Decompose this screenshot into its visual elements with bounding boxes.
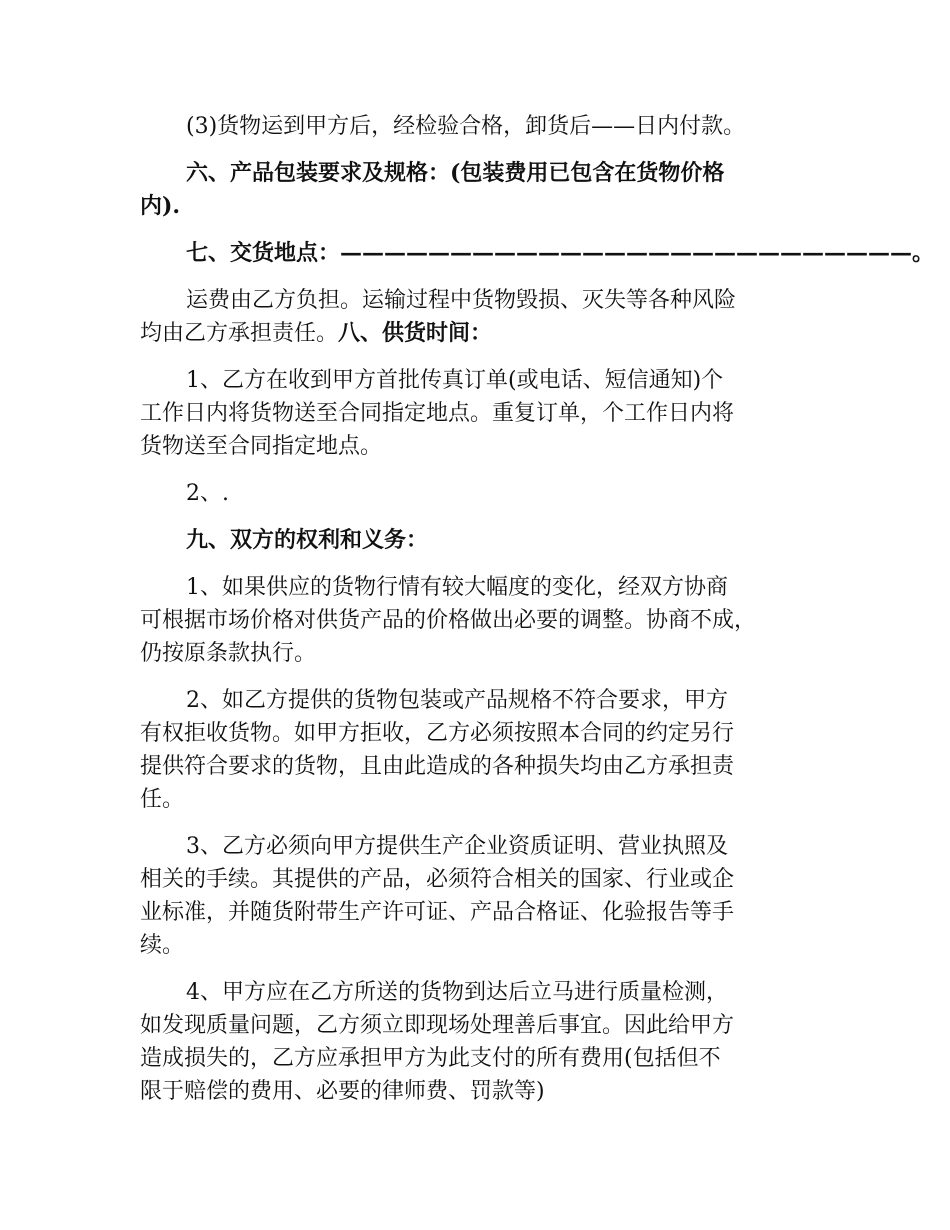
section-eight-heading: 八、供货时间： [338,320,493,346]
text-line: 七、交货地点：——————————————————————————。 [186,240,935,266]
text-line: 续。 [140,933,185,958]
text-line [140,317,830,350]
text-line: 2、. [186,481,229,506]
text-line: 任。 [140,787,185,812]
text-line: 4、甲方应在乙方所送的货物到达后立马进行质量检测， [186,980,728,1005]
payment-term-paragraph [140,110,830,143]
text-line: 有权拒收货物。如甲方拒收，乙方必须按照本合同的约定另行 [140,721,735,746]
section-six-heading [140,157,830,223]
text-line: (3)货物运到甲方后，经检验合格，卸货后——日内付款。 [186,114,746,139]
text-span: 均由乙方承担责任。 [140,321,339,346]
text-line: 内). [140,193,181,219]
text-line: 2、如乙方提供的货物包装或产品规格不符合要求，甲方 [186,688,728,713]
text-line: 九、双方的权利和义务： [186,527,429,553]
section-seven-heading [140,237,935,270]
text-line: 货物送至合同指定地点。 [140,434,383,459]
rights-clause-1 [140,571,830,670]
text-line: 相关的手续。其提供的产品，必须符合相关的国家、行业或企 [140,867,735,892]
rights-clause-2 [140,684,830,816]
supply-time-clause-2 [140,477,830,510]
text-line: 1、乙方在收到甲方首批传真订单(或电话、短信通知)个 [186,368,724,393]
text-line: 工作日内将货物送至合同指定地点。重复订单，个工作日内将 [140,401,735,426]
text-line: 3、乙方必须向甲方提供生产企业资质证明、营业执照及 [186,834,728,859]
freight-paragraph [140,284,830,350]
text-line: 仍按原条款执行。 [140,641,317,666]
rights-clause-3 [140,830,830,962]
text-line: 六、产品包装要求及规格：(包装费用已包含在货物价格 [186,160,725,186]
section-nine-heading [140,524,830,557]
text-line: 限于赔偿的费用、必要的律师费、罚款等) [140,1079,545,1104]
text-line: 可根据市场价格对供货产品的价格做出必要的调整。协商不成， [140,608,757,633]
text-line: 造成损失的，乙方应承担甲方为此支付的所有费用(包括但不 [140,1046,721,1071]
text-line: 提供符合要求的货物，且由此造成的各种损失均由乙方承担责 [140,754,735,779]
text-line: 业标准，并随货附带生产许可证、产品合格证、化验报告等手 [140,900,735,925]
supply-time-clause-1 [140,364,830,463]
rights-clause-4 [140,976,830,1108]
text-line: 1、如果供应的货物行情有较大幅度的变化，经双方协商 [186,575,728,600]
text-line: 如发现质量问题，乙方须立即现场处理善后事宜。因此给甲方 [140,1013,735,1038]
text-line: 运费由乙方负担。运输过程中货物毁损、灭失等各种风险 [186,288,737,313]
document-body [140,110,935,1122]
